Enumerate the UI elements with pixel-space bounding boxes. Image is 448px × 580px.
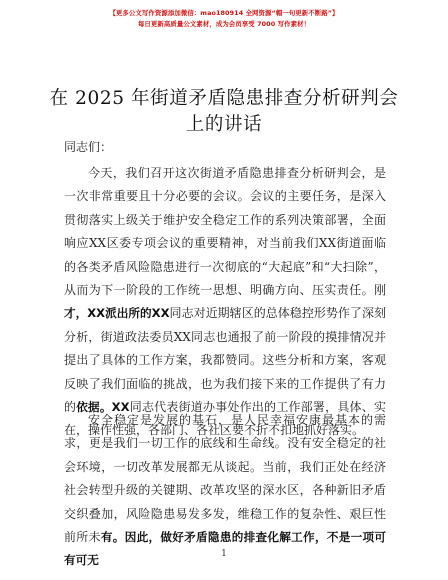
paragraph-1-text-b: 同志对近期辖区的总体稳控形势作了深刻分析，街道政法委员XX同志也通报了前一阶段的摸排情况并提出了具体的工作方案，我都赞同。这些分析和方案，客观反映了我们面临的挑战，也为我们接下来的工作提供了有力的 [64,306,386,415]
promo-banner-line-2: 每日更新高质量公文素材，成为会员享受 7000 写作素材！ [137,20,311,28]
salutation: 同志们： [64,140,113,154]
paragraph-2-emphasis: 有。因此，做好矛盾隐患的排查化解工作，不是一项可有可无 [64,530,386,568]
paragraph-1-text-c: 同志代表街道办事处作出的工作部署，具体、实在，操作性强，各部门、各社区要不折不扣地抓好落实。 [64,400,386,438]
page-number: 1 [221,549,227,559]
promo-banner [0,8,448,30]
paragraph-1-text-a: 今天，我们召开这次街道矛盾隐患排查分析研判会，是一次非常重要且十分必要的会议。会议的主要任务，是深入贯彻落实上级关于维护安全稳定工作的系列决策部署，全面响应XX区委专项会议的重要精神，对当前我们XX街道面临的各类矛盾风险隐患进行一次彻底的“大起底”和“大扫除”，从而为下一阶段的工作统一思想、明确方向、压实责任。刚 [64,166,386,298]
paragraph-1-emphasis-b: 依据。XX [76,400,130,415]
paragraph-1 [64,162,386,443]
promo-banner-line-1: 【更多公文写作资源添加微信：mao180914 全网资源“帽一句更新不断路”】 [109,9,339,17]
document-title: 在 2025 年街道矛盾隐患排查分析研判会上的讲话 [49,88,399,135]
paragraph-2-text: 安全稳定是发展的基石，是人民幸福安康最基本的需求，更是我们一切工作的底线和生命线。没有安全稳定的社会环境，一切改革发展都无从谈起。当前，我们正处在经济社会转型升级的关键期、改革攻坚的深水区，各种新旧矛盾交织叠加，风险隐患易发多发，维稳工作的复杂性、艰巨性前所未 [64,413,386,545]
paragraph-1-emphasis-a: 才，XX派出所的XX [64,306,170,321]
